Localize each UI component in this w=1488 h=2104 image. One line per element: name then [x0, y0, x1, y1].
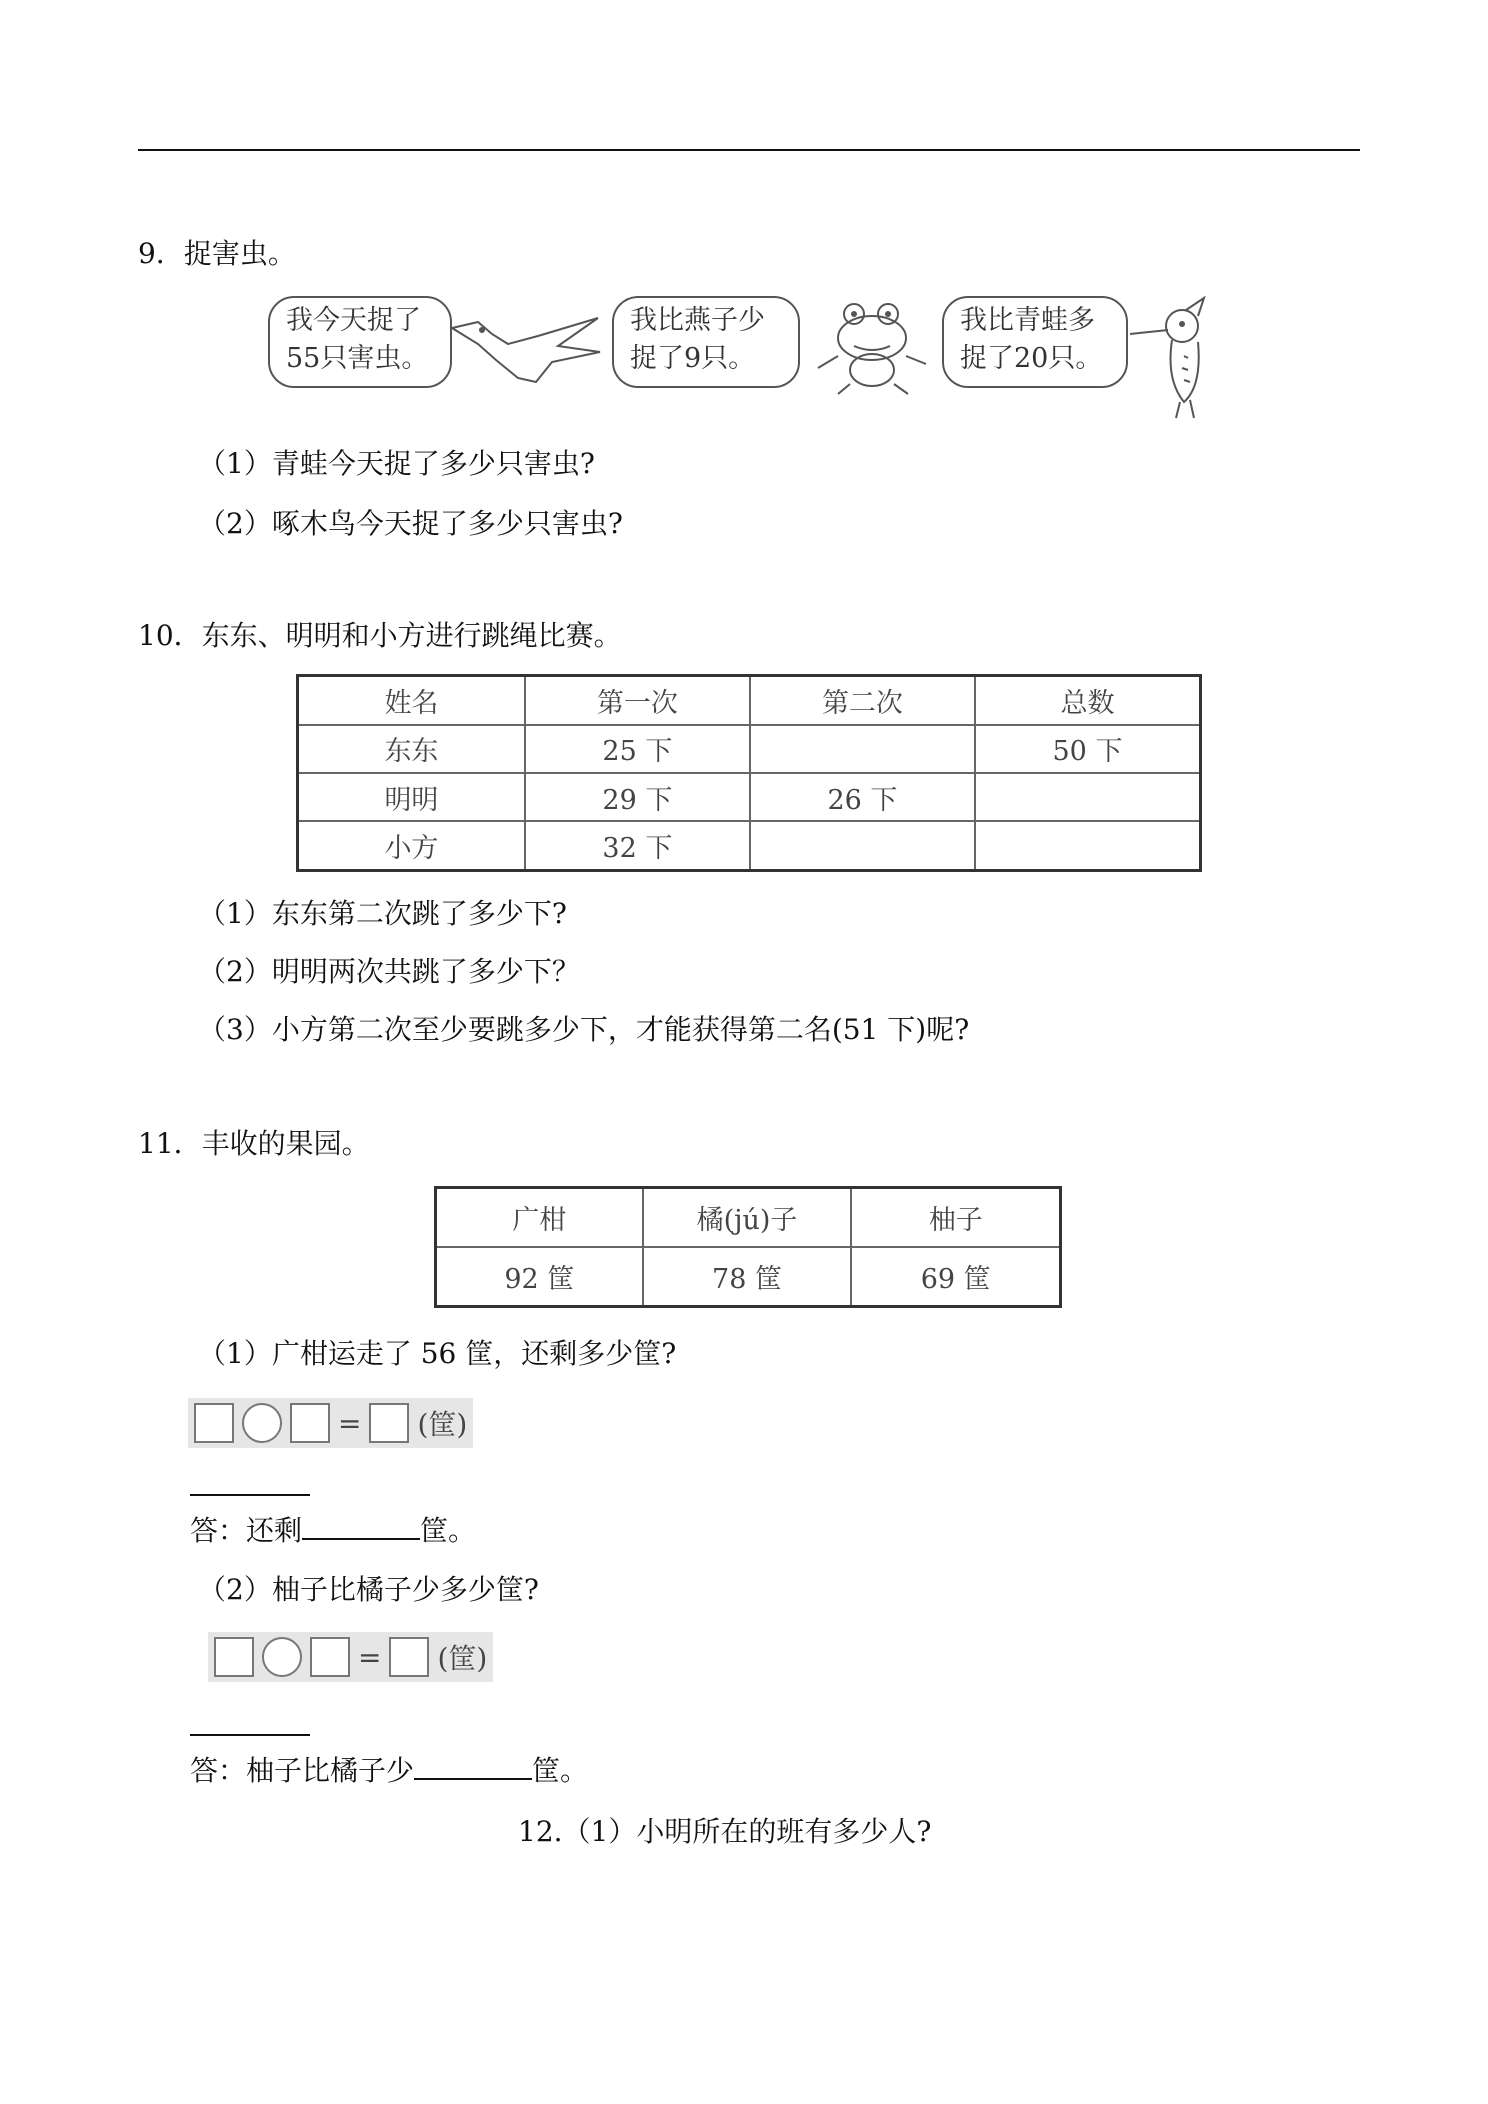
- table-cell: [750, 821, 975, 870]
- bubble-line: 55只害虫。: [286, 343, 429, 374]
- jump-rope-table: [296, 674, 1202, 872]
- q10-title: 10．东东、明明和小方进行跳绳比赛。: [138, 619, 622, 652]
- header-cell: 橘(jú)子: [643, 1188, 852, 1248]
- table-cell: 25 下: [525, 725, 750, 773]
- answer-prefix: 答：柚子比橘子少: [190, 1754, 415, 1787]
- swallow-speech-bubble: [268, 296, 452, 388]
- table-cell: 小方: [298, 821, 525, 870]
- answer-line[interactable]: [190, 1734, 310, 1736]
- q10-sub1: （1）东东第二次跳了多少下?: [198, 897, 567, 930]
- answer-line[interactable]: [190, 1494, 310, 1496]
- unit-label: (筐): [417, 1408, 468, 1441]
- table-cell: [750, 725, 975, 773]
- equation-template-2: [208, 1632, 493, 1682]
- header-cell: 第二次: [750, 676, 975, 725]
- operator-circle[interactable]: [242, 1403, 282, 1443]
- table-row: [298, 725, 1201, 773]
- woodpecker-speech-bubble: [942, 296, 1128, 388]
- bubble-line: 我比青蛙多: [960, 305, 1095, 336]
- unit-label: (筐): [437, 1642, 488, 1675]
- operator-circle[interactable]: [262, 1637, 302, 1677]
- bubble-line: 我比燕子少: [630, 305, 765, 336]
- q9-sub2: （2）啄木鸟今天捉了多少只害虫?: [198, 507, 623, 540]
- answer-suffix: 筐。: [420, 1514, 477, 1547]
- table-row: [298, 773, 1201, 821]
- table-header-row: [436, 1188, 1061, 1248]
- answer-blank[interactable]: [302, 1512, 420, 1540]
- table-cell: 29 下: [525, 773, 750, 821]
- header-rule: [138, 149, 1360, 151]
- answer-box[interactable]: [214, 1637, 254, 1677]
- woodpecker-icon: [1126, 290, 1236, 422]
- header-cell: 姓名: [298, 676, 525, 725]
- bubble-line: 我今天捉了: [286, 305, 421, 336]
- orchard-table: [434, 1186, 1062, 1308]
- equals-sign: =: [338, 1406, 362, 1440]
- answer-blank[interactable]: [414, 1752, 532, 1780]
- q9-title: 9．捉害虫。: [138, 237, 296, 270]
- table-cell: 26 下: [750, 773, 975, 821]
- bubble-line: 捉了20只。: [960, 343, 1103, 374]
- answer-box[interactable]: [194, 1403, 234, 1443]
- table-row: [436, 1247, 1061, 1307]
- q11-title: 11．丰收的果园。: [138, 1127, 370, 1160]
- bubble-line: 捉了9只。: [630, 343, 756, 374]
- q10-sub3: （3）小方第二次至少要跳多少下，才能获得第二名(51 下)呢?: [198, 1013, 970, 1046]
- q11-sub1: （1）广柑运走了 56 筐，还剩多少筐?: [198, 1337, 677, 1370]
- q11-sub2: （2）柚子比橘子少多少筐?: [198, 1573, 539, 1606]
- table-cell: [975, 821, 1201, 870]
- table-cell: 50 下: [975, 725, 1201, 773]
- table-cell: 92 筐: [436, 1247, 643, 1307]
- q9-sub1: （1）青蛙今天捉了多少只害虫?: [198, 447, 595, 480]
- equals-sign: =: [358, 1640, 382, 1674]
- frog-speech-bubble: [612, 296, 800, 388]
- q11-answer1: [190, 1512, 476, 1549]
- answer-prefix: 答：还剩: [190, 1514, 303, 1547]
- table-cell: 32 下: [525, 821, 750, 870]
- q11-answer2: [190, 1752, 588, 1789]
- header-cell: 柚子: [851, 1188, 1060, 1248]
- header-cell: 第一次: [525, 676, 750, 725]
- table-cell: 78 筐: [643, 1247, 852, 1307]
- answer-box[interactable]: [389, 1637, 429, 1677]
- table-cell: 69 筐: [851, 1247, 1060, 1307]
- header-cell: 总数: [975, 676, 1201, 725]
- frog-icon: [808, 294, 936, 398]
- q10-sub2: （2）明明两次共跳了多少下？: [198, 955, 580, 988]
- table-header-row: [298, 676, 1201, 725]
- table-cell: 明明: [298, 773, 525, 821]
- equation-template-1: [188, 1398, 473, 1448]
- answer-suffix: 筐。: [532, 1754, 589, 1787]
- table-cell: 东东: [298, 725, 525, 773]
- answer-box[interactable]: [290, 1403, 330, 1443]
- swallow-icon: [448, 300, 608, 396]
- header-cell: 广柑: [436, 1188, 643, 1248]
- answer-box[interactable]: [369, 1403, 409, 1443]
- q12-title: 12.（1）小明所在的班有多少人?: [518, 1815, 932, 1848]
- table-row: [298, 821, 1201, 870]
- answer-box[interactable]: [310, 1637, 350, 1677]
- table-cell: [975, 773, 1201, 821]
